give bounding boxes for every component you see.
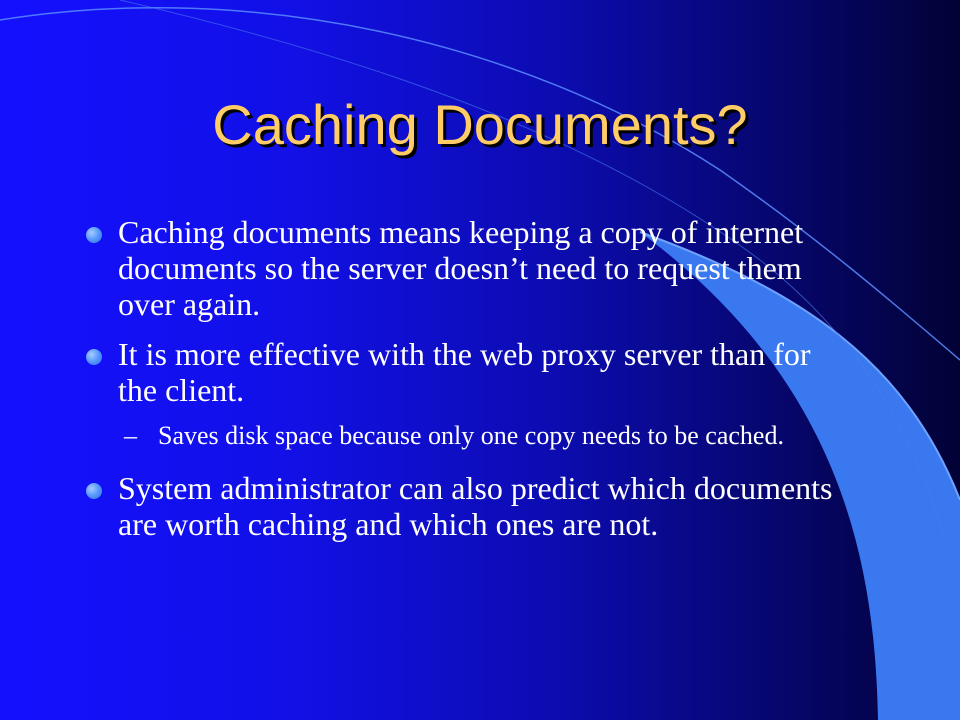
dash-icon: – [124,421,137,450]
bullet-text: Caching documents means keeping a copy of internet documents so the server doesn’t need to request them over again. [118,214,804,322]
bullet-dot-icon [86,483,102,499]
bullet-text: It is more effective with the web proxy server than for the client. [118,336,811,408]
bullet-item [84,336,844,408]
bullet-item [84,470,844,542]
bullet-dot-icon [86,227,102,243]
slide-title: Caching Documents? [212,93,748,156]
bullet-dot-icon [86,349,102,365]
bullet-list [84,214,844,556]
bullet-item [84,214,844,322]
sub-bullet-text: Saves disk space because only one copy needs to be cached. [158,421,784,450]
sub-bullet-item [84,420,888,452]
bullet-text: System administrator can also predict which documents are worth caching and which ones are not. [118,470,833,542]
